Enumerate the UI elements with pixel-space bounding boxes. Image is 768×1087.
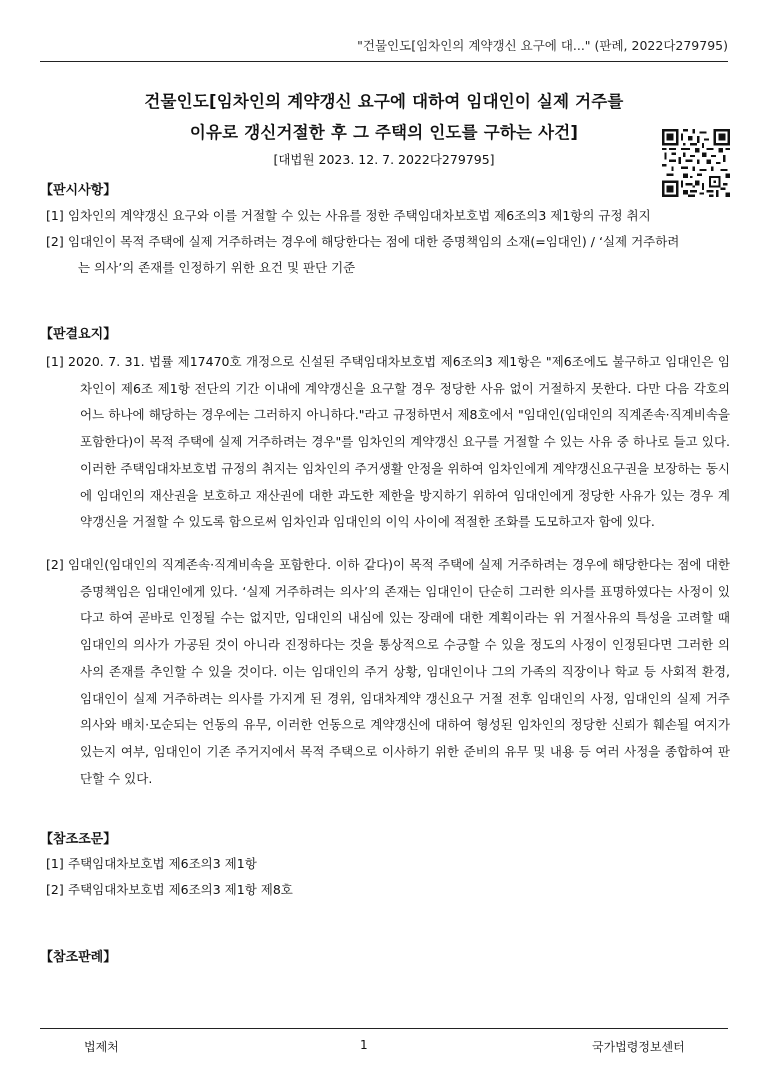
section-heading-summary: 【판결요지】 [40, 327, 117, 342]
section-heading-statutes: 【참조조문】 [40, 832, 117, 847]
summary-item-2-number: [2] [46, 557, 64, 572]
case-reference: [대법원 2023. 12. 7. 2022다279795] [273, 152, 495, 167]
header-rule [40, 61, 728, 62]
holding-item-1-number: [1] [46, 208, 64, 223]
qr-code-icon [662, 129, 730, 197]
summary-item-1-number: [1] [46, 354, 64, 369]
footer-rule [40, 1028, 728, 1029]
statutes-item-1-text: 주택임대차보호법 제6조의3 제1항 [68, 856, 257, 871]
running-header: "건물인도[임차인의 계약갱신 요구에 대..." (판례, 2022다279795) [357, 38, 728, 53]
summary-item-1-text: 2020. 7. 31. 법률 제17470호 개정으로 신설된 주택임대차보호법 제6조의3 제1항은 "제6조에도 불구하고 임대인은 임차인이 제6조 제1항 전단의 기간 이내에 계약갱신을 요구할 경우 정당한 사유 없이 거절하지 못한다. 다만 다음 각호의 어느 하나에 해당하는 경우에는 그러하지 아니하다."라고 규정하면서 제8호에서 "임대인(임대인의 직계존속·직계비속을 포함한다)이 목적 주택에 실제 거주하려는 경우"를 임차인의 계약갱신 요구를 거절할 수 있는 사유 중 하나로 들고 있다. 이러한 주택임대차보호법 규정의 취지는 임차인의 주거생활 안정을 위하여 임차인에게 계약갱신요구권을 보장하는 동시에 임대인의 재산권을 보호하고 재산권에 대한 과도한 제한을 방지하기 위하여 임대인에게 정당한 사유가 있는 경우 계약갱신을 거절할 수 있도록 함으로써 임차인과 임대인의 이익 사이에 적절한 조화를 도모하고자 함에 있다. [68, 354, 730, 530]
document-title-line-2: 이유로 갱신거절한 후 그 주택의 인도를 구하는 사건] [189, 123, 579, 142]
footer-page-number: 1 [360, 1038, 368, 1052]
section-heading-holding: 【판시사항】 [40, 183, 117, 198]
statutes-item-1-number: [1] [46, 856, 64, 871]
footer-source: 국가법령정보센터 [592, 1040, 685, 1054]
holding-item-1-text: 임차인의 계약갱신 요구와 이를 거절할 수 있는 사유를 정한 주택임대차보호법 제6조의3 제1항의 규정 취지 [68, 208, 651, 223]
summary-item-2-text: 임대인(임대인의 직계존속·직계비속을 포함한다. 이하 같다)이 목적 주택에 실제 거주하려는 경우에 해당한다는 점에 대한 증명책임은 임대인에게 있다. ‘실제 거주하려는 의사’의 존재는 임대인이 단순히 그러한 의사를 표명하였다는 사정이 있다고 하여 곧바로 인정될 수는 없지만, 임대인의 내심에 있는 장래에 대한 계획이라는 위 거절사유의 특성을 고려할 때 임대인의 의사가 가공된 것이 아니라 진정하다는 것을 통상적으로 수긍할 수 있을 정도의 사정이 인정된다면 그러한 의사의 존재를 추인할 수 있을 것이다. 이는 임대인의 주거 상황, 임대인이나 그의 가족의 직장이나 학교 등 사회적 환경, 임대인이 실제 거주하려는 의사를 가지게 된 경위, 임대차계약 갱신요구 거절 전후 임대인의 사정, 임대인의 실제 거주 의사와 배치·모순되는 언동의 유무, 이러한 언동으로 계약갱신에 대하여 형성된 임차인의 정당한 신뢰가 훼손될 여지가 있는지 여부, 임대인이 기존 주거지에서 목적 주택으로 이사하기 위한 준비의 유무 및 내용 등 여러 사정을 종합하여 판단할 수 있다. [68, 557, 730, 786]
holding-item-2-text-line-1: 임대인이 목적 주택에 실제 거주하려는 경우에 해당한다는 점에 대한 증명책임의 소재(=임대인) / ‘실제 거주하려 [68, 234, 680, 249]
section-heading-precedents: 【참조판례】 [40, 950, 117, 965]
statutes-item-2-number: [2] [46, 882, 64, 897]
holding-item-2-number: [2] [46, 234, 64, 249]
footer-publisher: 법제처 [84, 1040, 119, 1054]
statutes-item-2-text: 주택임대차보호법 제6조의3 제1항 제8호 [68, 882, 293, 897]
document-title-line-1: 건물인도[임차인의 계약갱신 요구에 대하여 임대인이 실제 거주를 [144, 92, 624, 111]
holding-item-2-text-line-2: 는 의사’의 존재를 인정하기 위한 요건 및 판단 기준 [78, 260, 356, 275]
